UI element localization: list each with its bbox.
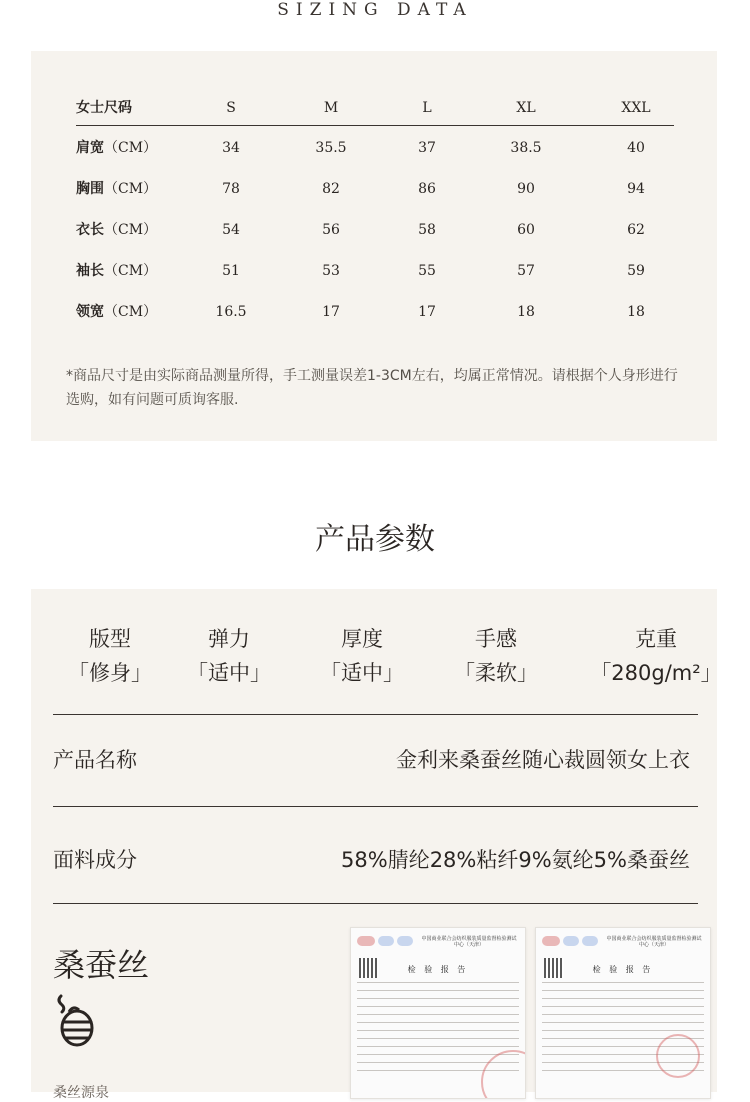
param-value: 「柔软」 [454, 661, 538, 685]
size-table-header [76, 96, 674, 126]
cma-logo-icon [542, 936, 560, 946]
size-cell: 90 [517, 181, 535, 197]
size-header-xxl: XXL [621, 100, 651, 116]
size-row [76, 177, 674, 218]
sizing-title: SIZING DATA [277, 0, 473, 20]
size-cell: 86 [418, 181, 436, 197]
size-cell: 17 [322, 304, 340, 320]
param-hand-feel [426, 622, 566, 690]
size-cell: 37 [418, 140, 436, 156]
divider [53, 903, 698, 904]
size-header-m: M [323, 100, 339, 116]
product-name-label: 产品名称 [53, 748, 137, 772]
divider [53, 714, 698, 715]
inspection-report-thumbnail [350, 927, 526, 1099]
size-header-xl: XL [516, 100, 536, 116]
size-header-label: 女士尺码 [76, 100, 132, 116]
cnas-logo-icon [563, 936, 579, 946]
ilac-logo-icon [397, 936, 413, 946]
param-name: 克重 [635, 627, 677, 651]
size-row [76, 300, 674, 341]
size-row [76, 218, 674, 259]
size-cell: 54 [222, 222, 240, 238]
size-cell: 53 [322, 263, 340, 279]
size-cell: 51 [222, 263, 240, 279]
report-logos [357, 936, 413, 946]
param-elasticity [159, 622, 299, 690]
param-value: 「适中」 [320, 661, 404, 685]
divider [53, 806, 698, 807]
param-name: 手感 [475, 627, 517, 651]
section-title: 产品参数 [315, 522, 435, 557]
param-value: 「修身」 [68, 661, 152, 685]
size-cell: 56 [322, 222, 340, 238]
size-cell: 55 [418, 263, 436, 279]
inspection-report-thumbnail [535, 927, 711, 1099]
report-logos [542, 936, 598, 946]
size-cell: 94 [627, 181, 645, 197]
size-row-label: 袖长（CM） [76, 263, 158, 279]
size-row [76, 259, 674, 300]
size-row-label: 肩宽（CM） [76, 140, 158, 156]
size-cell: 82 [322, 181, 340, 197]
param-value: 「适中」 [187, 661, 271, 685]
size-header-l: L [422, 100, 432, 116]
report-title: 检 验 报 告 [407, 965, 469, 974]
size-cell: 18 [627, 304, 645, 320]
report-header: 中国商业联合会纺织服装质量监督检验测试中心（天津） [606, 936, 702, 948]
size-header-s: S [226, 100, 236, 116]
cnas-logo-icon [378, 936, 394, 946]
size-cell: 40 [627, 140, 645, 156]
fabric-label: 面料成分 [53, 848, 137, 872]
ilac-logo-icon [582, 936, 598, 946]
size-cell: 78 [222, 181, 240, 197]
size-cell: 16.5 [215, 304, 247, 320]
sizing-note: *商品尺寸是由实际商品测量所得，手工测量误差1-3CM左右，均属正常情况。请根据个人身形进行选购，如有问题可质询客服. [66, 368, 678, 408]
fabric-value: 58%腈纶28%粘纤9%氨纶5%桑蚕丝 [341, 848, 690, 872]
size-cell: 60 [517, 222, 535, 238]
size-cell: 17 [418, 304, 436, 320]
size-cell: 18 [517, 304, 535, 320]
param-name: 弹力 [208, 627, 250, 651]
size-row [76, 136, 674, 177]
param-weight [576, 622, 736, 690]
param-name: 版型 [89, 627, 131, 651]
size-row-label: 胸围（CM） [76, 181, 158, 197]
report-header: 中国商业联合会纺织服装质量监督检验测试中心（天津） [421, 936, 517, 948]
size-cell: 62 [627, 222, 645, 238]
param-thickness [292, 622, 432, 690]
size-cell: 35.5 [315, 140, 347, 156]
param-name: 厚度 [341, 627, 383, 651]
cma-logo-icon [357, 936, 375, 946]
size-cell: 57 [517, 263, 535, 279]
silkworm-cocoon-icon [55, 992, 95, 1048]
size-cell: 59 [627, 263, 645, 279]
product-name-value: 金利来桑蚕丝随心裁圆领女上衣 [396, 748, 690, 772]
size-row-label: 领宽（CM） [76, 304, 158, 320]
silk-title: 桑蚕丝 [53, 946, 150, 984]
official-stamp-icon [656, 1034, 700, 1078]
silk-subtitle: 桑丝源泉 [53, 1085, 109, 1101]
report-title: 检 验 报 告 [592, 965, 654, 974]
size-cell: 38.5 [510, 140, 542, 156]
size-row-label: 衣长（CM） [76, 222, 158, 238]
param-value: 「280g/m²」 [590, 661, 722, 685]
size-cell: 58 [418, 222, 436, 238]
size-table [76, 96, 674, 341]
size-cell: 34 [222, 140, 240, 156]
